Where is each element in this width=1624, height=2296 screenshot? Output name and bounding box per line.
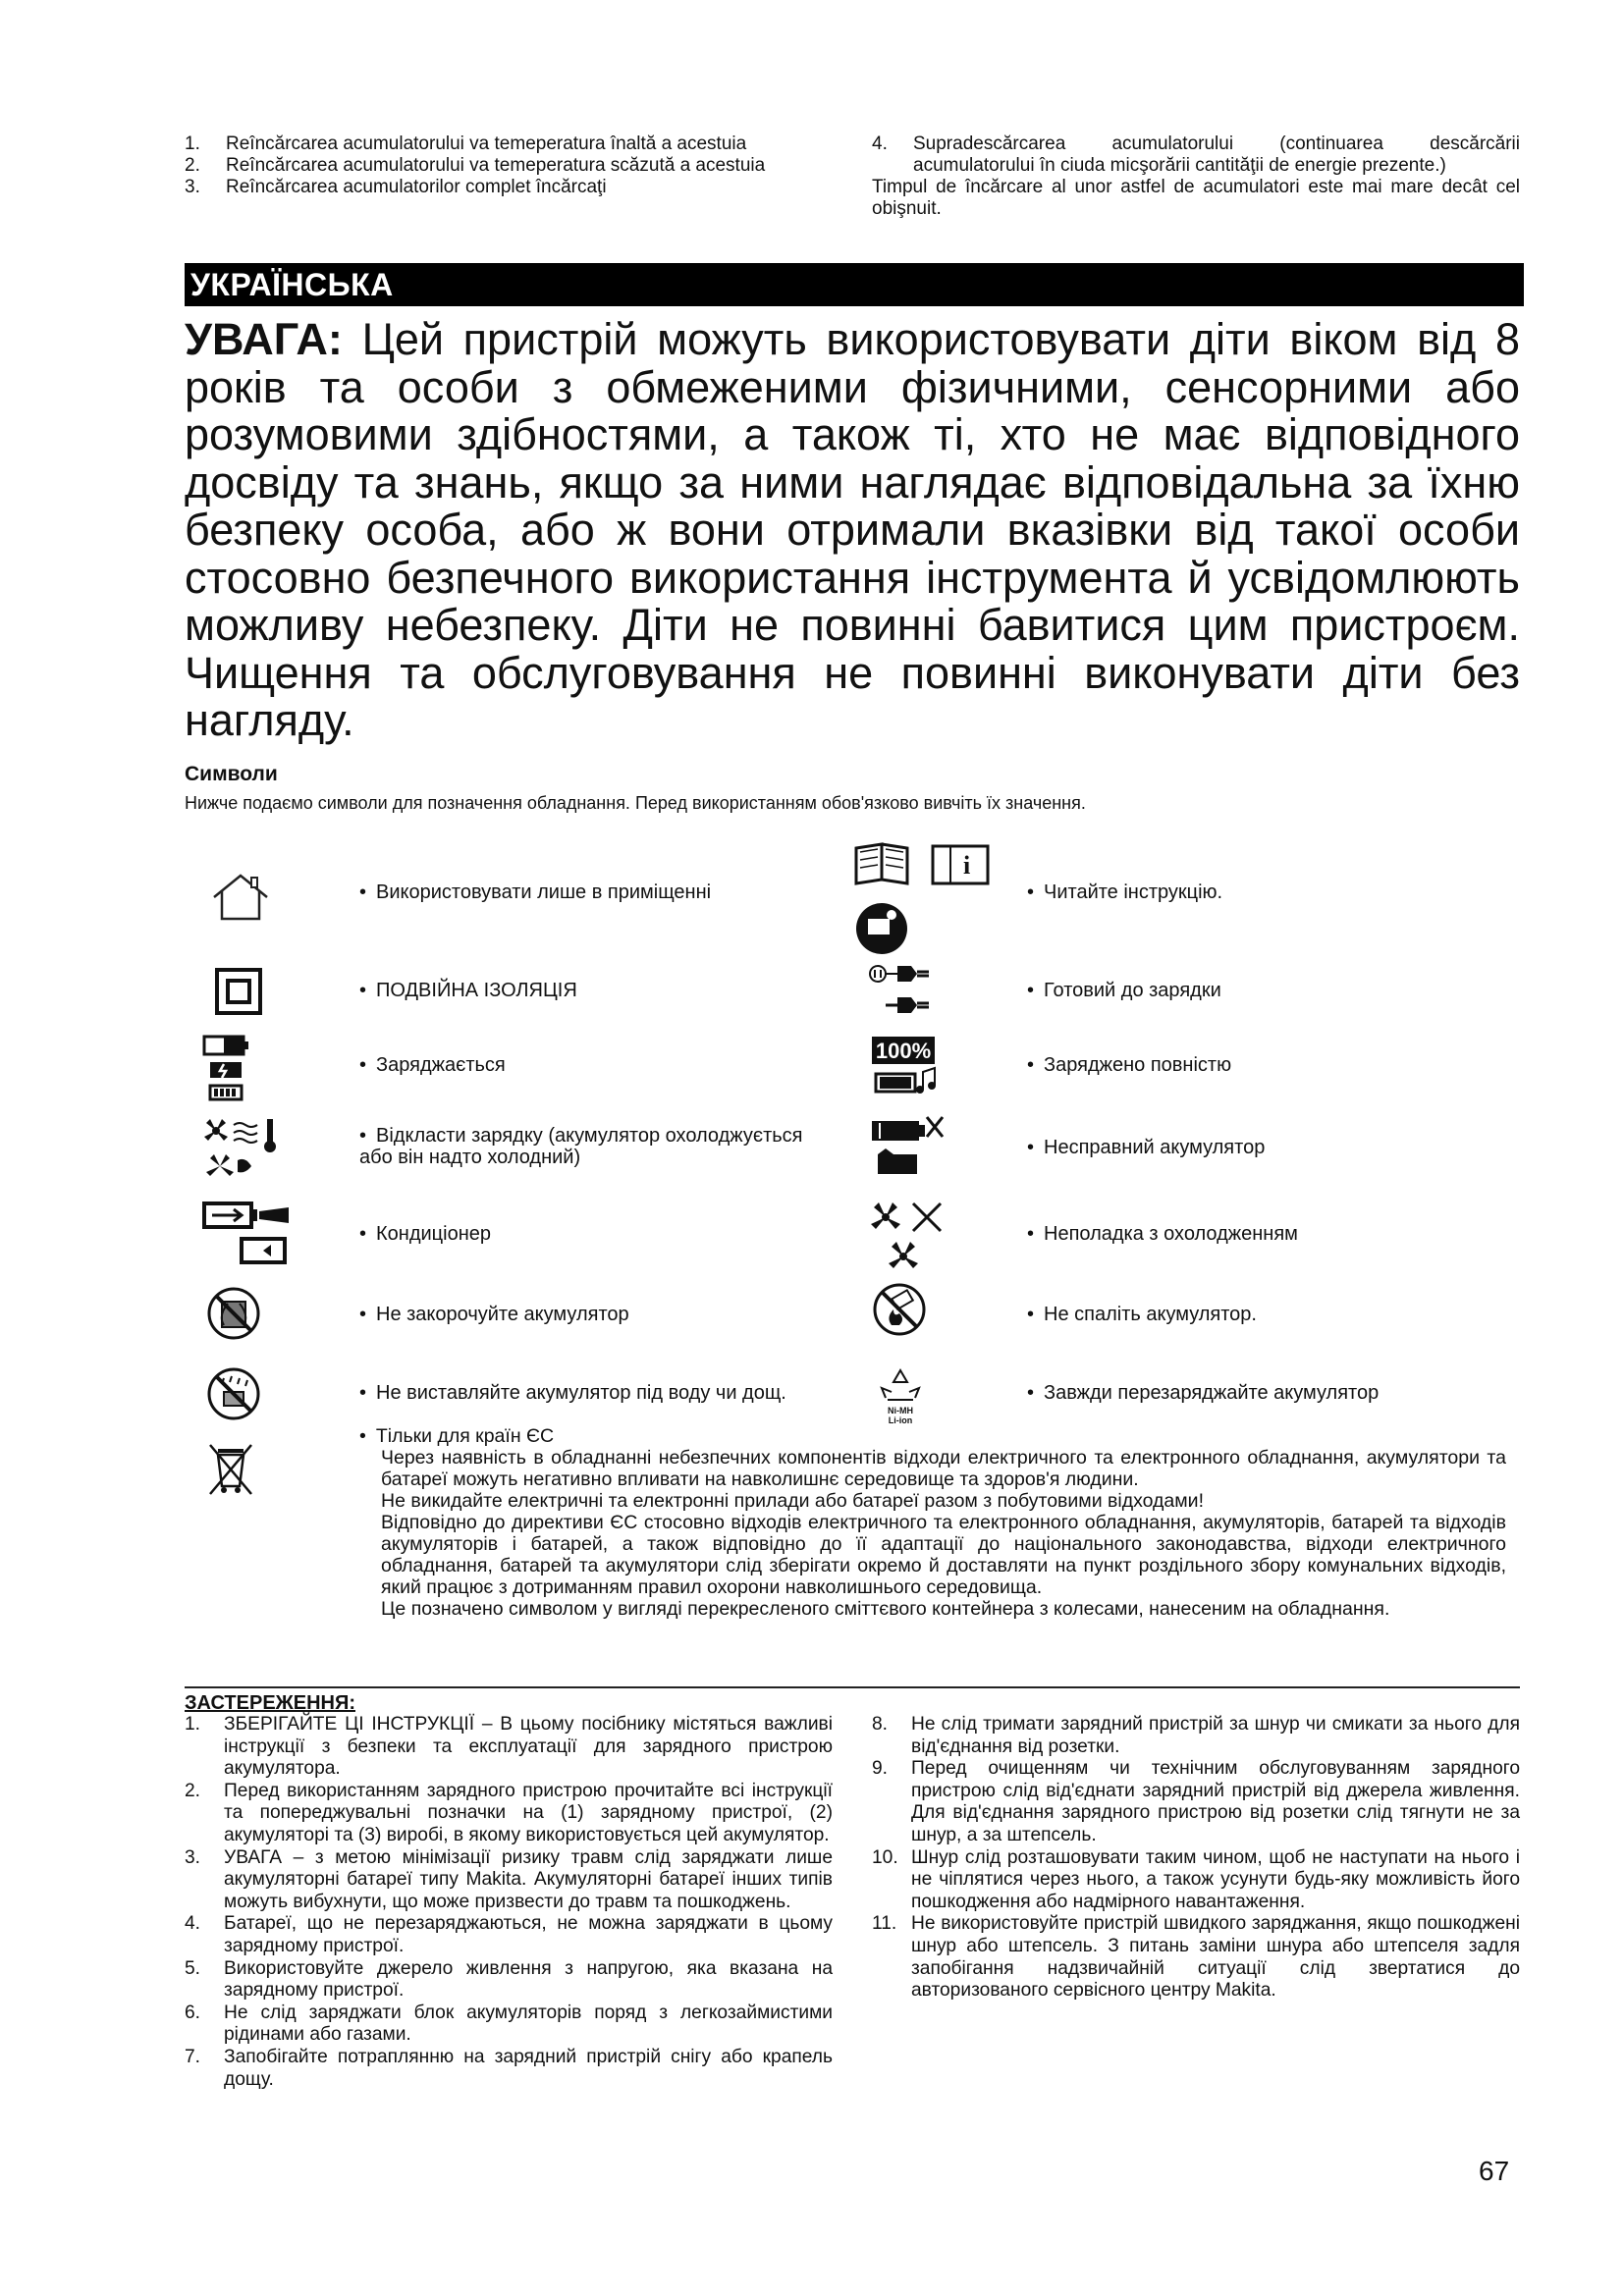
section-title: УКРАЇНСЬКА xyxy=(185,263,1524,306)
top-left-list xyxy=(185,133,833,198)
top-right-list xyxy=(872,133,1520,220)
symbols-title: Символи xyxy=(185,763,278,785)
symbol-label: • Кондиціонер xyxy=(359,1223,491,1245)
symbols-intro: Нижче подаємо символи для позначення обладнання. Перед використанням обов'язково вивчіть їх значення. xyxy=(185,793,1086,813)
symbol-label: • Неполадка з охолодженням xyxy=(1027,1223,1298,1245)
list-item: 1. ЗБЕРІГАЙТЕ ЦІ ІНСТРУКЦІЇ – В цьому посібнику містяться важливі інструкції з безпеки та експлуатації для зарядного пристрою акумулятора. xyxy=(185,1714,833,1780)
fully-charged-icon xyxy=(866,1035,943,1099)
symbol-label: • Завжди перезаряджайте акумулятор xyxy=(1027,1382,1380,1404)
conditioner-icon xyxy=(202,1200,293,1268)
symbol-label: • Не закорочуйте акумулятор xyxy=(359,1304,629,1325)
cautions-right-list xyxy=(872,1714,1520,2002)
svg-text:Li-ion: Li-ion xyxy=(888,1415,913,1425)
list-item: 6. Не слід заряджати блок акумуляторів поряд з легкозаймистими рідинами або газами. xyxy=(185,2002,833,2046)
list-item: 3. Reîncărcarea acumulatorilor complet încărcaţi xyxy=(185,177,607,197)
symbol-label: • Заряджається xyxy=(359,1054,506,1076)
list-item: 4. Батареї, що не перезаряджаються, не можна заряджати в цьому зарядному пристрої. xyxy=(185,1913,833,1956)
weee-paragraph: Це позначено символом у вигляді перекресленого сміттєвого контейнера з колесами, нанесеним на обладнання. xyxy=(381,1598,1390,1620)
note-text: Timpul de încărcare al unor astfel de acumulatori este mai mare decât cel obişnuit. xyxy=(872,177,1520,219)
no-short-circuit-icon xyxy=(206,1286,261,1341)
symbol-label: • Не спаліть акумулятор. xyxy=(1027,1304,1257,1325)
cautions-left-list xyxy=(185,1714,833,2091)
crossed-bin-icon xyxy=(206,1441,255,1498)
list-item: 2. Перед використанням зарядного пристрою прочитайте всі інструкції та попереджувальні позначки на (1) зарядному пристрої, (2) акумуляторі та (3) виробі, в якому використовується цей акумулятор. xyxy=(185,1780,833,1845)
list-item: 7. Запобігайте потраплянню на зарядний пристрій снігу або крапель дощу. xyxy=(185,2046,833,2090)
warning-paragraph xyxy=(185,316,1520,745)
symbol-label: • Читайте інструкцію. xyxy=(1027,881,1223,903)
weee-paragraph: Через наявність в обладнанні небезпечних компонентів відходи електричного та електронного обладнання, акумулятори та батареї можуть негативно впливати на навколишнє середовище та здоров'я людини. xyxy=(381,1447,1506,1490)
warning-label: УВАГА: xyxy=(185,314,343,364)
list-item: 11. Не використовуйте пристрій швидкого заряджання, якщо пошкоджені шнур або штепсель. З питань заміни шнура або штепселя задля запобігання надзвичайній ситуації слід звертатися до авторизованого сервісного центру Makita. xyxy=(872,1913,1520,2002)
symbol-label: • Несправний акумулятор xyxy=(1027,1137,1266,1158)
no-rain-icon xyxy=(206,1366,261,1421)
symbol-label: • Використовувати лише в приміщенні xyxy=(359,881,712,903)
symbol-label: • Готовий до зарядки xyxy=(1027,980,1221,1001)
cautions-title: ЗАСТЕРЕЖЕННЯ: xyxy=(185,1692,355,1714)
section-divider xyxy=(185,1686,1520,1688)
no-fire-icon xyxy=(872,1282,927,1337)
weee-paragraph: Не викидайте електричні та електронні прилади або батареї разом з побутовими відходами! xyxy=(381,1490,1204,1512)
symbol-label: • Не виставляйте акумулятор під воду чи дощ. xyxy=(359,1382,786,1404)
faulty-battery-icon xyxy=(868,1115,947,1178)
weee-body xyxy=(359,1447,1506,1620)
list-item: 8. Не слід тримати зарядний пристрій за шнур чи смикати за нього для від'єднання від розетки. xyxy=(872,1714,1520,1757)
symbol-label: • ПОДВІЙНА ІЗОЛЯЦІЯ xyxy=(359,980,577,1001)
list-item: 3. УВАГА – з метою мінімізації ризику травм слід заряджати лише акумуляторні батареї типу Makita. Акумуляторні батареї інших типів можуть вибухнути, що може призвести до травм та пошкоджень. xyxy=(185,1846,833,1912)
read-manual-icon xyxy=(852,840,996,956)
symbol-label: • Заряджено повністю xyxy=(1027,1054,1232,1076)
ready-to-charge-icon xyxy=(868,962,947,1021)
cooling-fault-icon xyxy=(868,1200,947,1274)
charge-delay-icon xyxy=(202,1117,283,1188)
svg-text:Ni-MH: Ni-MH xyxy=(888,1406,913,1415)
house-icon xyxy=(210,872,271,923)
list-item: 10. Шнур слід розташовувати таким чином, щоб не наступати на нього і не чіплятися через нього, а також усунути будь-яку можливість його пошкодження або надмірного навантаження. xyxy=(872,1846,1520,1912)
weee-heading: • Тільки для країн ЄС xyxy=(359,1425,555,1447)
list-item: 1. Reîncărcarea acumulatorului va temeperatura înaltă a acestuia xyxy=(185,133,747,154)
double-insulation-icon xyxy=(214,967,263,1016)
warning-text: Цей пристрій можуть використовувати діти віком від 8 років та особи з обмеженими фізичними, сенсорними або розумовими здібностями, а також ті, хто не має відповідного досвіду та знань, якщо за ними наглядає відповідальна за їхню безпеку особа, або ж вони отримали вказівки від такої особи стосовно безпечного використання інструмента й усвідомлюють можливу небезпеку. Діти не повинні бавитися цим пристроєм. Чищення та обслуговування не повинні виконувати діти без нагляду. xyxy=(185,314,1520,745)
recycle-icon xyxy=(878,1366,923,1427)
list-item: 4. Supradescărcarea acumulatorului (continuarea descărcării acumulatorului în ciuda micşorării cantităţii de energie prezente.) xyxy=(872,133,1520,176)
weee-block xyxy=(359,1425,1506,1620)
charging-icon xyxy=(202,1033,261,1105)
svg-text:100%: 100% xyxy=(875,1039,932,1063)
weee-paragraph: Відповідно до директиви ЄС стосовно відходів електричного та електронного обладнання, акумуляторів, батарей та відходів акумуляторів і батарей, а також відповідно до її адаптації до національного законодавства, відходи електричного обладнання, батарей та акумулятори слід зберігати окремо й доставляти на пункт роздільного збору комунальних відходів, який працює з дотриманням правил охорони навколишнього середовища. xyxy=(381,1512,1506,1598)
list-item: 5. Використовуйте джерело живлення з напругою, яка вказана на зарядному пристрої. xyxy=(185,1957,833,2002)
symbol-label: • Відкласти зарядку (акумулятор охолоджується або він надто холодний) xyxy=(359,1125,803,1168)
svg-text:i: i xyxy=(963,851,971,880)
list-item: 9. Перед очищенням чи технічним обслуговуванням зарядного пристрою слід від'єднати зарядний пристрій від джерела живлення. Для від'єднання зарядного пристрою від розетки слід тягнути не за шнур, а за штепсель. xyxy=(872,1758,1520,1845)
page-number: 67 xyxy=(1479,2156,1510,2186)
list-item: 2. Reîncărcarea acumulatorului va temeperatura scăzută a acestuia xyxy=(185,155,766,176)
